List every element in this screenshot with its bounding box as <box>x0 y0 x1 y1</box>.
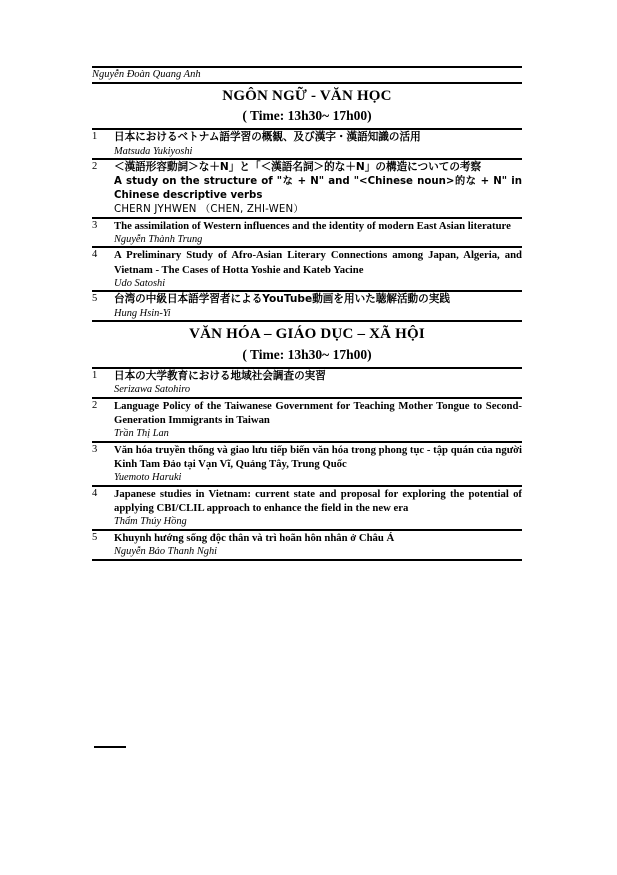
presentation-title: A Preliminary Study of Afro-Asian Literary Connections among Japan, Algeria, and Vietnam - The Cases of Hotta Yoshie and Kateb Yacine <box>114 249 522 276</box>
presentation-author: Udo Satoshi <box>114 277 166 289</box>
presentation-author: Nguyễn Bảo Thanh Nghi <box>114 546 218 558</box>
presentation-number: 2 <box>92 398 114 442</box>
presentation-row <box>92 530 522 560</box>
session-header-row <box>92 321 522 367</box>
presentation-title: Language Policy of the Taiwanese Government for Teaching Mother Tongue to Second-Generation Immigrants in Taiwan <box>114 399 522 427</box>
presentation-number: 4 <box>92 486 114 530</box>
presentation-title: ＜漢語形容動詞＞な＋N」と「＜漢語名詞＞的な＋N」の構造についての考察 <box>114 161 482 174</box>
presentation-row <box>92 247 522 291</box>
presentation-content <box>114 398 522 442</box>
footnote-separator-rule <box>94 746 126 748</box>
continuation-author-row <box>92 67 522 83</box>
session-time: ( Time: 13h30~ 17h00) <box>242 108 372 124</box>
presentation-title: 日本におけるベトナム語学習の概観、及び漢字・漢語知識の活用 <box>114 130 421 143</box>
presentation-author: Serizawa Satohiro <box>114 384 191 396</box>
presentation-row <box>92 291 522 321</box>
presentation-number: 5 <box>92 530 114 560</box>
presentation-row <box>92 159 522 217</box>
presentation-title: 台湾の中級日本語学習者によるYouTube動画を用いた聴解活動の実践 <box>114 293 450 306</box>
presentation-row <box>92 129 522 159</box>
presentation-row <box>92 442 522 486</box>
presentation-author: CHERN JYHWEN （CHEN, ZHI-WEN） <box>114 204 304 216</box>
presentation-author: Thẩm Thúy Hồng <box>114 516 187 528</box>
presentation-row <box>92 218 522 248</box>
presentation-author: Yuemoto Haruki <box>114 472 182 484</box>
session-header <box>92 83 522 129</box>
presentation-content <box>114 530 522 560</box>
presentation-number: 1 <box>92 368 114 398</box>
presentation-content <box>114 218 522 248</box>
presentation-title: A study on the structure of "な + N" and "<Chinese noun>的な + N" in Chinese descriptive verbs <box>114 175 522 201</box>
presentation-content <box>114 442 522 486</box>
session-title: NGÔN NGỮ - VĂN HỌC <box>222 87 392 104</box>
presentation-number: 5 <box>92 291 114 321</box>
presentation-row <box>92 368 522 398</box>
session-header <box>92 321 522 367</box>
presentation-content <box>114 368 522 398</box>
presentation-number: 2 <box>92 159 114 217</box>
presentation-author: Trần Thị Lan <box>114 428 169 440</box>
session-header-row <box>92 83 522 129</box>
session-time: ( Time: 13h30~ 17h00) <box>242 347 372 363</box>
presentation-author: Nguyễn Thành Trung <box>114 233 203 245</box>
presentation-title: Japanese studies in Vietnam: current state and proposal for exploring the potential of applying CBI/CLIL approach to enhance the field in the new era <box>114 487 522 515</box>
presentation-title: 日本の大学教育における地域社会調査の実習 <box>114 369 326 382</box>
presentation-content <box>114 159 522 217</box>
presentation-row <box>92 398 522 442</box>
table-bottom-rule <box>92 560 522 561</box>
continuation-author: Nguyễn Đoàn Quang Anh <box>92 67 522 83</box>
presentation-content <box>114 129 522 159</box>
presentation-row <box>92 486 522 530</box>
table-bottom-rule-row <box>92 560 522 561</box>
presentation-number: 4 <box>92 247 114 291</box>
conference-program-table <box>92 66 522 561</box>
presentation-author: Hung Hsin-Yi <box>114 307 171 319</box>
presentation-content <box>114 247 522 291</box>
presentation-number: 3 <box>92 442 114 486</box>
presentation-title: Văn hóa truyền thống và giao lưu tiếp biến văn hóa trong phong tục - tập quán của người Kinh Tam Đảo tại Vạn Vĩ, Quảng Tây, Trung Quốc <box>114 443 522 471</box>
presentation-content <box>114 486 522 530</box>
presentation-number: 1 <box>92 129 114 159</box>
presentation-title: Khuynh hướng sống độc thân và trì hoãn hôn nhân ở Châu Á <box>114 531 395 544</box>
presentation-number: 3 <box>92 218 114 248</box>
presentation-content <box>114 291 522 321</box>
session-title: VĂN HÓA – GIÁO DỤC – XÃ HỘI <box>189 326 425 343</box>
presentation-title: The assimilation of Western influences and the identity of modern East Asian literature <box>114 219 511 232</box>
presentation-author: Matsuda Yukiyoshi <box>114 145 193 157</box>
